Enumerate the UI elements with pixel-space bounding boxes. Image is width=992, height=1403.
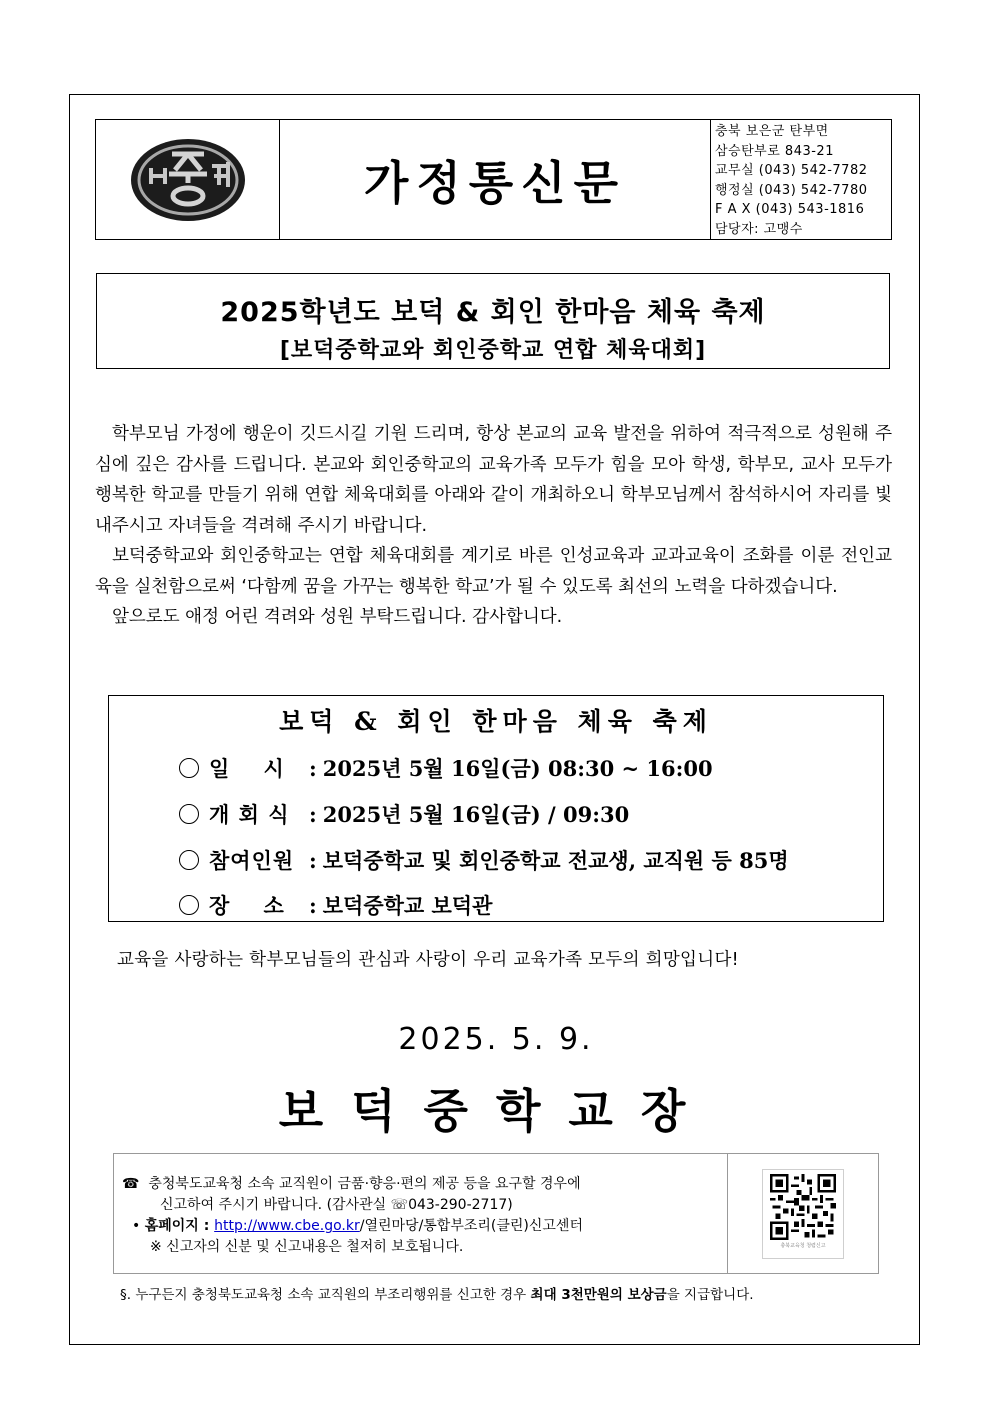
circle-bullet-icon (179, 804, 199, 824)
detail-value: 보덕중학교 보덕관 (322, 893, 493, 918)
reward-highlight: 최대 3천만원의 보상금 (530, 1287, 667, 1303)
circle-bullet-icon (179, 850, 199, 870)
reward-notice: §. 누구든지 충청북도교육청 소속 교직원의 부조리행위를 신고한 경우 최대 3천만원의 보상금을 지급합니다. (120, 1287, 754, 1303)
detail-value: 2025년 5월 16일(금) / 09:30 (322, 802, 630, 827)
notice-line: ☎ 충청북도교육청 소속 교직원이 금품·향응·편의 제공 등을 요구할 경우에 (122, 1176, 581, 1192)
detail-value: 보덕중학교 및 회인중학교 전교생, 교직원 등 85명 (322, 848, 789, 873)
detail-label: 일 시 (209, 756, 285, 781)
detail-label: 개 회 식 (209, 802, 290, 827)
bullet-icon: • (132, 1218, 141, 1234)
circle-bullet-icon (179, 758, 199, 778)
school-logo (129, 137, 247, 223)
qr-cell (727, 1154, 878, 1273)
details-title: 보덕 & 회인 한마음 체육 축제 (279, 707, 713, 736)
event-title: 2025학년도 보덕 & 회인 한마음 체육 축제 (220, 297, 766, 328)
admin-office-phone: 행정실 (043) 542-7780 (715, 182, 868, 198)
detail-label: 장 소 (209, 893, 285, 918)
letter-body (95, 419, 892, 633)
homepage-line: • 홈페이지 : http://www.cbe.go.kr/열린마당/통합부조리(클린)신고센터 (132, 1218, 583, 1234)
detail-row-opening: 개 회 식 : 2025년 5월 16일(금) / 09:30 (179, 799, 629, 829)
detail-label: 참여인원 (209, 848, 295, 873)
principal-signature: 보덕중학교장 (278, 1084, 714, 1138)
privacy-note: ※ 신고자의 신분 및 신고내용은 철저히 보호됩니다. (150, 1239, 464, 1255)
event-subtitle: [보덕중학교와 회인중학교 연합 체육대회] (279, 338, 707, 363)
newsletter-header (95, 119, 892, 240)
detail-row-location: 장 소 : 보덕중학교 보덕관 (179, 890, 492, 920)
fax-number: F A X (043) 543-1816 (715, 202, 865, 217)
notice-line: 신고하여 주시기 바랍니다. (감사관실 ☏043-290-2717) (160, 1197, 513, 1213)
document-title: 가정통신문 (363, 155, 627, 210)
qr-frame[interactable] (762, 1169, 844, 1259)
title-cell (280, 120, 711, 239)
notice-text (114, 1154, 727, 1273)
closing-message: 교육을 사랑하는 학부모님들의 관심과 사랑이 우리 교육가족 모두의 희망입니다! (117, 950, 739, 970)
address-line-1: 충북 보은군 탄부면 (715, 124, 829, 139)
qr-caption: 충북교육청 청렴신고 (780, 1242, 826, 1249)
detail-row-participants: 참여인원 : 보덕중학교 및 회인중학교 전교생, 교직원 등 85명 (179, 845, 789, 875)
body-paragraph: 학부모님 가정에 행운이 깃드시길 기원 드리며, 항상 본교의 교육 발전을 위하여 적극적으로 성원해 주심에 깊은 감사를 드립니다. 본교와 회인중학교의 교육가족 모두가 힘을 모아 학생, 학부모, 교사 모두가 행복한 학교를 만들기 위해 연합 체육대회를 아래와 같이 개최하오니 학부모님께서 참석하시어 자리를 빛내주시고 자녀들을 격려해 주시기 바랍니다. (95, 424, 892, 536)
contact-person: 담당자: 고맹수 (715, 221, 803, 237)
body-paragraph: 보덕중학교와 회인중학교는 연합 체육대회를 계기로 바른 인성교육과 교과교육이 조화를 이룬 전인교육을 실천함으로써 ‘다함께 꿈을 가꾸는 행복한 학교’가 될 수 있도록 최선의 노력을 다하겠습니다. (95, 546, 892, 597)
address-line-2: 삼승탄부로 843-21 (715, 143, 834, 159)
body-paragraph: 앞으로도 애정 어린 격려와 성원 부탁드립니다. 감사합니다. (112, 607, 563, 627)
circle-bullet-icon (179, 895, 199, 915)
detail-row-datetime: 일 시 : 2025년 5월 16일(금) 08:30 ~ 16:00 (179, 753, 713, 783)
phone-icon: ☎ (122, 1176, 140, 1192)
teacher-office-phone: 교무실 (043) 542-7782 (715, 163, 868, 178)
detail-value: 2025년 5월 16일(금) 08:30 ~ 16:00 (322, 756, 713, 781)
school-contact-info (711, 120, 891, 239)
logo-cell (96, 120, 280, 239)
issue-date: 2025. 5. 9. (398, 1022, 594, 1057)
anti-corruption-notice (113, 1153, 879, 1274)
event-details-box (108, 695, 884, 922)
event-title-box (96, 273, 890, 369)
homepage-link[interactable]: http://www.cbe.go.kr (214, 1218, 360, 1234)
qr-code-icon[interactable] (770, 1174, 836, 1240)
